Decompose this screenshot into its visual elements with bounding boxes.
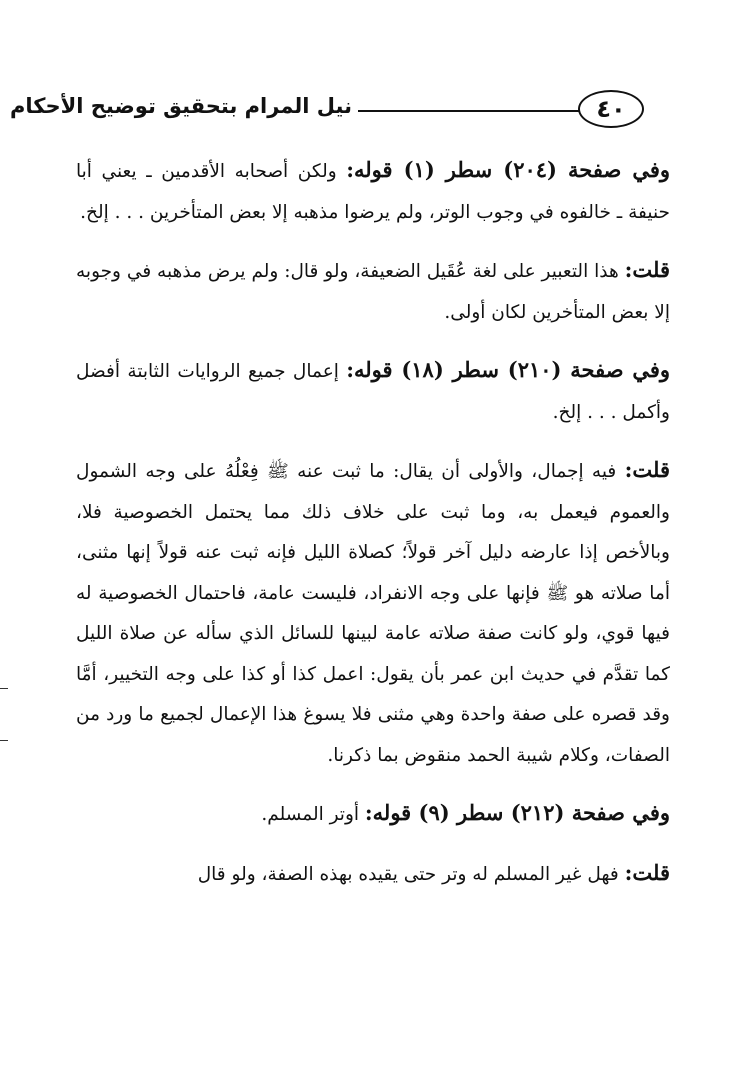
paragraph-1: [76, 150, 670, 233]
header-rule: [358, 110, 580, 112]
margin-mark: [0, 740, 8, 741]
paragraph-6: [76, 853, 670, 896]
paragraph-2: [76, 250, 670, 333]
salawat-mark: ﷺ: [546, 582, 569, 604]
paragraph-text: فهل غير المسلم له وتر حتى يقيده بهذه الصفة، ولو قال: [197, 863, 625, 885]
paragraph-text: ولكن أصحابه الأقدمين ـ يعني أبا حنيفة ـ خالفوه في وجوب الوتر، ولم يرضوا مذهبه إلا بعض المتأخرين . . . إلخ.: [76, 161, 670, 223]
book-title: نيل المرام بتحقيق توضيح الأحكام: [10, 94, 352, 118]
paragraph-lead: قلت:: [624, 257, 670, 282]
salawat-mark: ﷺ: [267, 461, 289, 482]
paragraph-lead: وفي صفحة (٢١٢) سطر (٩) قوله:: [364, 800, 670, 825]
margin-mark: [0, 688, 8, 689]
paragraph-text: أوتر المسلم.: [261, 804, 365, 825]
paragraph-lead: قلت:: [624, 859, 670, 885]
paragraph-text: فيه إجمال، والأولى أن يقال: ما ثبت عنه: [288, 461, 625, 482]
paragraph-lead: وفي صفحة (٢١٠) سطر (١٨) قوله:: [346, 357, 671, 382]
running-header: [0, 88, 746, 138]
paragraph-text: فِعْلُهُ على وجه الشمول والعموم فيعمل به، وما ثبت على خلاف ذلك مما يحتمل الخصوصية فلا، وبالأخص إذا عارضه دليل آخر قولاً؛ كصلاة الليل فإنه ثبت عنه قولاً إنها مثنى، أما صلاته هو: [76, 461, 670, 604]
paragraph-3: [76, 350, 670, 433]
paragraph-lead: وفي صفحة (٢٠٤) سطر (١) قوله:: [346, 157, 671, 182]
paragraph-lead: قلت:: [624, 457, 670, 482]
paragraph-text: فإنها على وجه الانفراد، فليست عامة، فاحتمال الخصوصية له فيها قوي، ولو كانت صفة صلاته عامة لبينها للسائل الذي سأله عن صلاة الليل كما تقدَّم في حديث ابن عمر بأن يقول: اعمل كذا أو كذا على وجه التخيير، أمَّا وقد قصره على صفة واحدة وهي مثنى فلا يسوغ هذا الإعمال لجميع ما ورد من الصفات، وكلام شيبة الحمد منقوض بما ذكرنا.: [76, 582, 670, 766]
page-body: [76, 150, 670, 912]
paragraph-4: [76, 450, 670, 776]
paragraph-5: [76, 793, 670, 836]
page-number: ٤٠: [578, 90, 644, 128]
paragraph-text: إعمال جميع الروايات الثابتة أفضل وأكمل . . . إلخ.: [76, 361, 670, 423]
paragraph-text: هذا التعبير على لغة عُقَيل الضعيفة، ولو قال: ولم يرض مذهبه في وجوبه إلا بعض المتأخرين لكان أولى.: [76, 261, 670, 323]
